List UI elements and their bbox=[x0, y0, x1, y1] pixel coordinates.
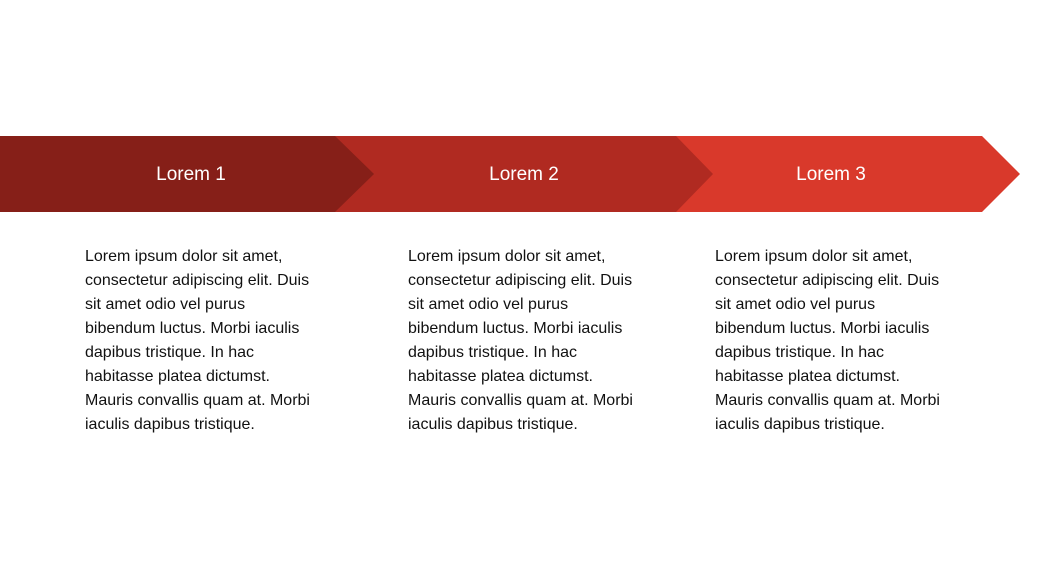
step-3-title: Lorem 3 bbox=[796, 164, 866, 185]
step-2-title: Lorem 2 bbox=[489, 164, 559, 185]
step-2-description: Lorem ipsum dolor sit amet, consectetur adipiscing elit. Duis sit amet odio vel purus bibendum luctus. Morbi iaculis dapibus tristique. In hac habitasse platea dictumst. Mauris convallis quam at. Morbi iaculis dapibus tristique. bbox=[408, 248, 633, 433]
step-3-description: Lorem ipsum dolor sit amet, consectetur adipiscing elit. Duis sit amet odio vel purus bibendum luctus. Morbi iaculis dapibus tristique. In hac habitasse platea dictumst. Mauris convallis quam at. Morbi iaculis dapibus tristique. bbox=[715, 248, 940, 433]
step-1-description: Lorem ipsum dolor sit amet, consectetur adipiscing elit. Duis sit amet odio vel purus bibendum luctus. Morbi iaculis dapibus tristique. In hac habitasse platea dictumst. Mauris convallis quam at. Morbi iaculis dapibus tristique. bbox=[85, 248, 310, 433]
step-1-title: Lorem 1 bbox=[156, 164, 226, 185]
